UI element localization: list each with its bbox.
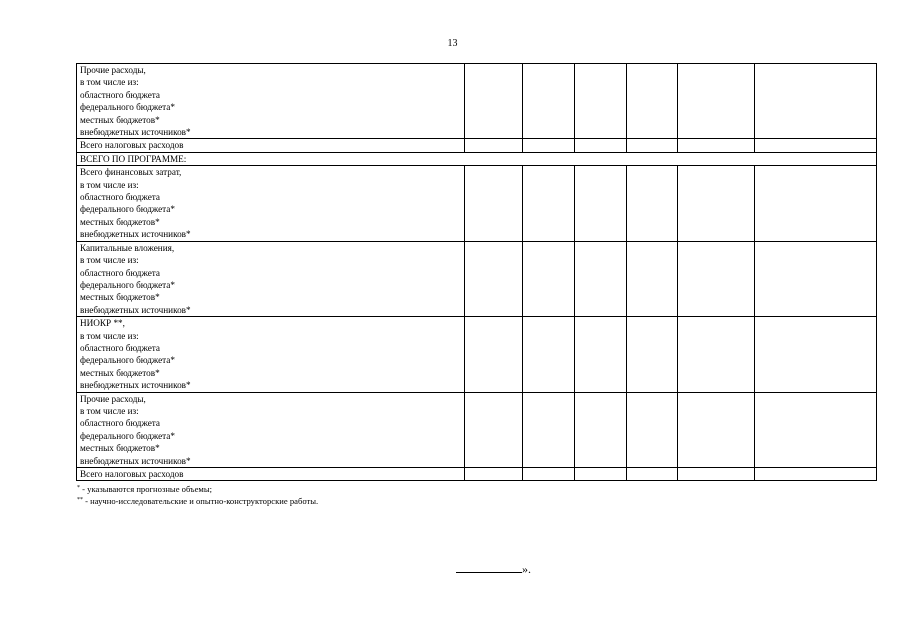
row-label-cell <box>77 152 877 165</box>
value-cell <box>627 392 678 467</box>
row-label-line: федерального бюджета* <box>80 204 175 215</box>
value-cell <box>755 241 877 316</box>
closing-quote: ». <box>522 562 531 576</box>
table-section-header <box>77 152 877 165</box>
row-label-line: в том числе из: <box>80 255 139 266</box>
row-label-line: местных бюджетов* <box>80 367 160 378</box>
footnotes <box>77 483 318 507</box>
row-label-line: Прочие расходы, <box>80 393 146 404</box>
value-cell <box>575 64 627 139</box>
value-cell <box>465 139 523 152</box>
value-cell <box>523 139 575 152</box>
value-cell <box>627 241 678 316</box>
row-label-line: Капитальные вложения, <box>80 242 175 253</box>
value-cell <box>678 166 755 241</box>
footnote-mark: * <box>77 485 80 491</box>
value-cell <box>678 468 755 481</box>
value-cell <box>627 166 678 241</box>
row-label-line: внебюджетных источников* <box>80 304 191 315</box>
value-cell <box>523 392 575 467</box>
table-row <box>77 392 877 467</box>
value-cell <box>755 468 877 481</box>
value-cell <box>627 139 678 152</box>
row-label-line: НИОКР **, <box>80 318 125 329</box>
value-cell <box>755 317 877 392</box>
value-cell <box>755 392 877 467</box>
row-label-line: областного бюджета <box>80 89 160 100</box>
row-label-line: местных бюджетов* <box>80 114 160 125</box>
row-label-line: Прочие расходы, <box>80 65 146 75</box>
row-label-line: федерального бюджета* <box>80 355 175 366</box>
row-label-line: областного бюджета <box>80 267 160 278</box>
row-label-line: в том числе из: <box>80 330 139 341</box>
table-row <box>77 468 877 481</box>
row-label-cell <box>77 241 465 316</box>
value-cell <box>523 64 575 139</box>
row-label-line: областного бюджета <box>80 342 160 353</box>
row-label-line: федерального бюджета* <box>80 102 175 113</box>
row-label-line: федерального бюджета* <box>80 279 175 290</box>
footnote-rnd <box>77 495 318 507</box>
closing-mark <box>456 562 531 577</box>
row-label-line: местных бюджетов* <box>80 443 160 454</box>
value-cell <box>465 392 523 467</box>
table-row <box>77 241 877 316</box>
value-cell <box>575 468 627 481</box>
row-label-line: в том числе из: <box>80 405 139 416</box>
value-cell <box>678 241 755 316</box>
row-label-line: областного бюджета <box>80 418 160 429</box>
row-label-line: внебюджетных источников* <box>80 229 191 240</box>
table-row <box>77 166 877 241</box>
value-cell <box>755 139 877 152</box>
value-cell <box>523 241 575 316</box>
row-label-cell <box>77 139 465 152</box>
value-cell <box>627 317 678 392</box>
value-cell <box>465 166 523 241</box>
row-label-line: в том числе из: <box>80 179 139 190</box>
value-cell <box>465 241 523 316</box>
value-cell <box>575 317 627 392</box>
row-label-line: областного бюджета <box>80 192 160 203</box>
budget-table <box>76 63 877 481</box>
value-cell <box>678 317 755 392</box>
value-cell <box>627 64 678 139</box>
table-row <box>77 64 877 139</box>
row-label-line: в том числе из: <box>80 77 139 88</box>
value-cell <box>575 392 627 467</box>
value-cell <box>678 392 755 467</box>
value-cell <box>678 139 755 152</box>
signature-blank-line <box>456 562 522 573</box>
row-label-line: местных бюджетов* <box>80 292 160 303</box>
value-cell <box>627 468 678 481</box>
footnote-forecast <box>77 483 318 495</box>
table-row <box>77 317 877 392</box>
table-row <box>77 139 877 152</box>
value-cell <box>575 241 627 316</box>
value-cell <box>755 64 877 139</box>
value-cell <box>755 166 877 241</box>
value-cell <box>465 317 523 392</box>
value-cell <box>575 166 627 241</box>
value-cell <box>523 468 575 481</box>
section-header-label: ВСЕГО ПО ПРОГРАММЕ: <box>80 153 187 164</box>
page-number: 13 <box>447 38 458 49</box>
row-label-line: местных бюджетов* <box>80 216 160 227</box>
row-label-line: Всего финансовых затрат, <box>80 167 182 178</box>
value-cell <box>523 166 575 241</box>
row-label-cell <box>77 468 465 481</box>
row-label-line: Всего налоговых расходов <box>80 469 184 479</box>
row-label-line: внебюджетных источников* <box>80 455 191 466</box>
value-cell <box>465 64 523 139</box>
value-cell <box>523 317 575 392</box>
value-cell <box>465 468 523 481</box>
row-label-cell <box>77 64 465 139</box>
row-label-cell <box>77 166 465 241</box>
footnote-text: - указываются прогнозные объемы; <box>80 484 212 494</box>
footnote-text: - научно-исследовательские и опытно-конструкторские работы. <box>83 496 319 506</box>
row-label-line: федерального бюджета* <box>80 430 175 441</box>
row-label-cell <box>77 392 465 467</box>
row-label-cell <box>77 317 465 392</box>
footnote-mark: ** <box>77 497 83 503</box>
value-cell <box>678 64 755 139</box>
value-cell <box>575 139 627 152</box>
row-label-line: внебюджетных источников* <box>80 127 191 138</box>
row-label-line: Всего налоговых расходов <box>80 140 184 151</box>
row-label-line: внебюджетных источников* <box>80 380 191 391</box>
